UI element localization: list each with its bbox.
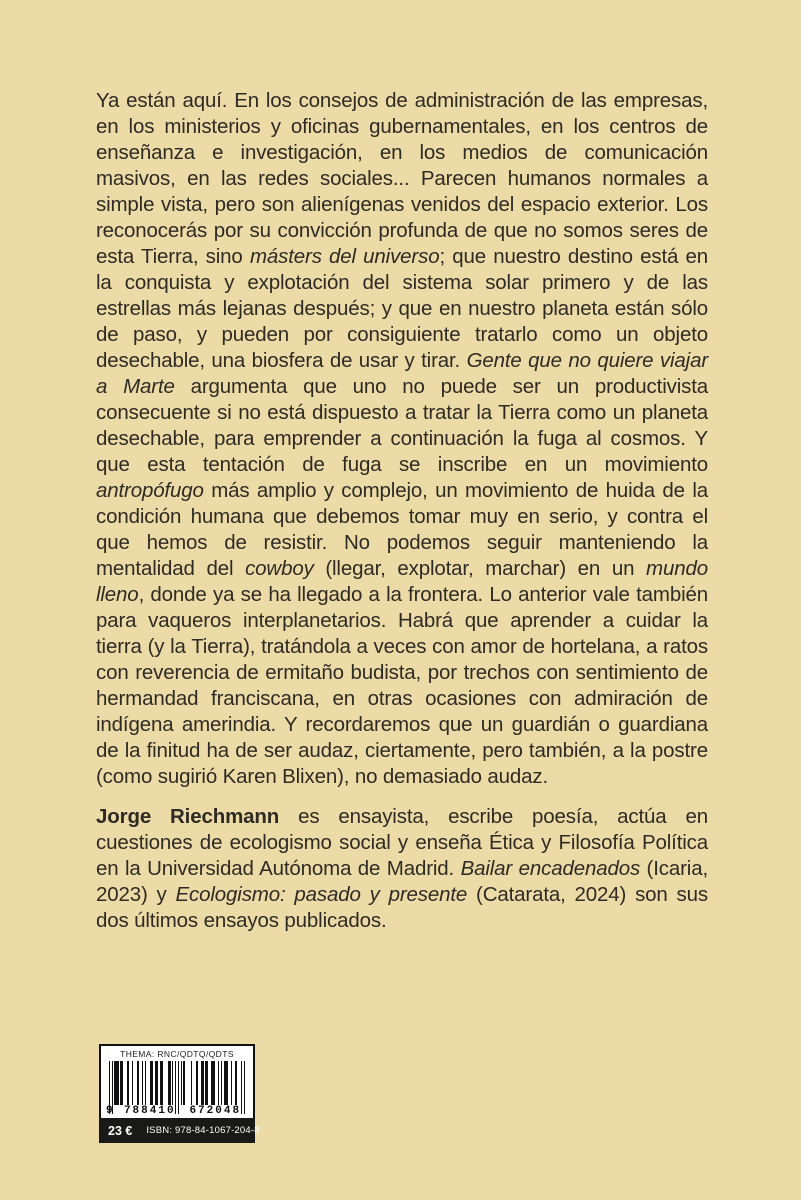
barcode-box bbox=[99, 1044, 255, 1118]
price-isbn-strip bbox=[99, 1118, 260, 1143]
price-label: 23 € bbox=[108, 1123, 133, 1138]
barcode-digit-prefix: 9 bbox=[106, 1105, 113, 1117]
barcode-digits-right-group: 672048 bbox=[189, 1105, 242, 1117]
barcode-digits-left-group: 788410 bbox=[123, 1105, 176, 1117]
barcode-block bbox=[99, 1044, 260, 1143]
back-cover-text bbox=[96, 88, 708, 934]
author-bio-paragraph: Jorge Riechmann es ensayista, escribe poesía, actúa en cuestiones de ecologismo social y enseña Ética y Filosofía Política en la Universidad Autónoma de Madrid. Bailar encadenados (Icaria, 2023) y Ecologismo: pasado y presente (Catarata, 2024) son sus dos últimos ensayos publicados. bbox=[96, 805, 708, 932]
thema-classification-label: THEMA: RNC/QDTQ/QDTS bbox=[120, 1049, 234, 1059]
synopsis-paragraph: Ya están aquí. En los consejos de administración de las empresas, en los ministerios y oficinas gubernamentales, en los centros de enseñanza e investigación, en los medios de comunicación masivos, en las redes sociales... Parecen humanos normales a simple vista, pero son alienígenas venidos del espacio exterior. Los reconocerás por su convicción profunda de que no somos seres de esta Tierra, sino másters del universo; que nuestro destino está en la conquista y explotación del sistema solar primero y de las estrellas más lejanas después; y que en nuestro planeta están sólo de paso, y pueden por consiguiente tratarlo como un objeto desechable, una biosfera de usar y tirar. Gente que no quiere viajar a Marte argumenta que uno no puede ser un productivista consecuente si no está dispuesto a tratar la Tierra como un planeta desechable, para emprender a continuación la fuga al cosmos. Y que esta tentación de fuga se inscribe en un movimiento antropófugo más amplio y complejo, un movimiento de huida de la condición humana que debemos tomar muy en serio, y contra el que hemos de resistir. No podemos seguir manteniendo la mentalidad del cowboy (llegar, explotar, marchar) en un mundo lleno, donde ya se ha llegado a la frontera. Lo anterior vale también para vaqueros interplanetarios. Habrá que aprender a cuidar la tierra (y la Tierra), tratándola a veces con amor de hortelana, a ratos con reverencia de ermitaño budista, por trechos con sentimiento de hermandad franciscana, en otras ocasiones con admiración de indígena amerindia. Y recordaremos que un guardián o guardiana de la finitud ha de ser audaz, ciertamente, pero también, a la postre (como sugirió Karen Blixen), no demasiado audaz. bbox=[96, 89, 709, 788]
isbn-label: ISBN: 978-84-1067-204-8 bbox=[146, 1125, 260, 1136]
barcode-digits bbox=[106, 1105, 248, 1117]
